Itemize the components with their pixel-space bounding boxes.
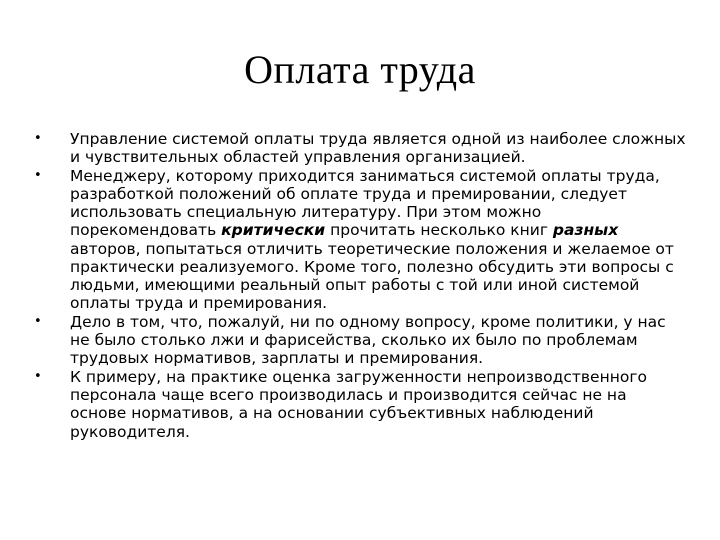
bullet-text-2-part-1: Менеджеру, которому приходится заниматься системой оплаты труда, разработкой положений об оплате труда и премировании, следует использовать специальную литературу. При этом можно порекомендовать xyxy=(70,167,660,240)
bullet-text-2-part-3: авторов, попытаться отличить теоретические положения и желаемое от практически реализуемого. Кроме того, полезно обсудить эти вопросы с людьми, имеющими реальный опыт работы с той или иной системой оплаты труда и премирования. xyxy=(70,239,674,312)
bullet-item-1 xyxy=(36,130,686,166)
bullet-text-1: Управление системой оплаты труда является одной из наиболее сложных и чувствительных областей управления организацией. xyxy=(70,130,686,167)
bullet-dot-icon: • xyxy=(34,369,42,385)
bullet-dot-icon: • xyxy=(34,131,42,146)
bullet-text-4: К примеру, на практике оценка загруженности непроизводственного персонала чаще всего производилась и производится сейчас не на основе нормативов, а на основании субъективных наблюдений руководителя. xyxy=(70,368,647,441)
slide-title: Оплата труда xyxy=(244,47,476,92)
bullet-dot-icon: • xyxy=(34,168,42,184)
bullet-text-2-part-2: прочитать несколько книг xyxy=(325,221,553,240)
bullet-dot-icon: • xyxy=(34,313,42,329)
bullet-list xyxy=(36,130,686,442)
bullet-item-2 xyxy=(36,167,686,312)
bullet-item-3 xyxy=(36,313,686,367)
bullet-text-3: Дело в том, что, пожалуй, ни по одному вопросу, кроме политики, у нас не было столько лжи и фарисейства, сколько их было по проблемам трудовых нормативов, зарплаты и премирования. xyxy=(70,312,666,368)
emphasis-critically: критически xyxy=(221,221,326,240)
bullet-item-4 xyxy=(36,368,686,440)
emphasis-different: разных xyxy=(552,221,619,240)
